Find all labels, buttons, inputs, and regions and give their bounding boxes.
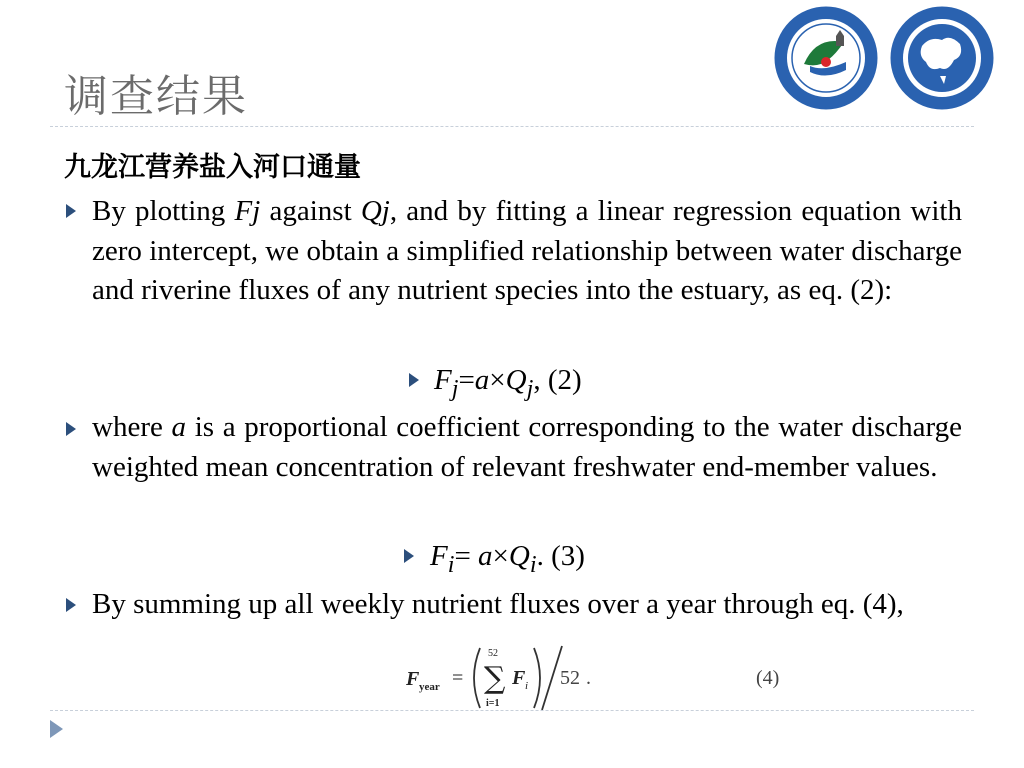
college-seal-logo-icon [774,6,878,110]
sum-symbol-icon: ∑ [484,661,506,696]
bullet-paragraph-3: By summing up all weekly nutrient fluxes over a year through eq. (4), [92,588,904,620]
triangle-bullet-icon [409,373,419,387]
triangle-bullet-icon [66,204,76,218]
formula-term: F [512,667,526,689]
logo-group [774,6,996,110]
formula-label: (4) [756,667,780,689]
section-subheading: 九龙江营养盐入河口通量 [64,152,361,183]
equation-2: $F_j=a\times Q_j$, (2) [434,364,582,402]
formula-sum-upper: 52 [488,648,498,659]
formula-term-sub: i [525,680,529,692]
header-divider [50,126,974,127]
formula-dot: . [586,667,591,689]
triangle-bullet-icon [66,422,76,436]
equation-4-formula [400,640,800,715]
triangle-bullet-icon [404,549,414,563]
next-slide-arrow-icon[interactable] [50,720,63,738]
bullet-paragraph-1: By plotting Fj against Qj, and by fitting a linear regression equation with zero intercept, we obtain a simplified relationship between water discharge and riverine fluxes of any nutrient species into the estuary, as eq. (2): [92,195,962,306]
slide-title: 调查结果 [64,71,248,122]
formula-sum-lower: i=1 [486,698,500,709]
bullet-paragraph-2: where a is a proportional coefficient corresponding to the water discharge weighted mean concentration of relevant freshwater end-member values. [92,411,963,483]
formula-divisor: 52 [560,667,580,689]
formula-lhs-sub: year [419,681,440,693]
formula-lhs: F [406,668,420,690]
triangle-bullet-icon [66,598,76,612]
institute-seal-logo-icon [890,6,994,110]
footer-divider [50,710,974,711]
formula-equals: = [452,667,464,689]
equation-3: $F_i= a\times Q_i$. (3) [430,540,585,578]
